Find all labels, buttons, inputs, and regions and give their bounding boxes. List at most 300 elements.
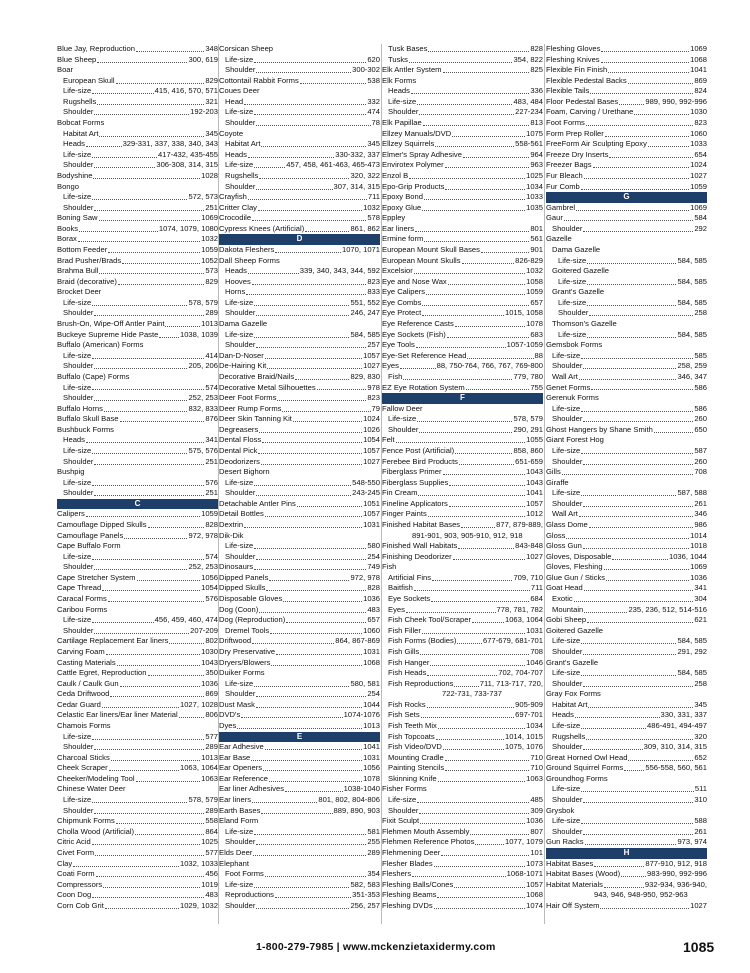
entry-pages: 829 [205, 276, 218, 286]
entry-term: Gray Fox Forms [546, 689, 601, 699]
dot-leader [589, 520, 694, 528]
dot-leader [467, 351, 533, 359]
entry-term: Citric Acid [57, 837, 91, 847]
index-subentry [219, 107, 380, 118]
entry-pages: 654 [694, 149, 707, 159]
entry-pages: 1029, 1032 [179, 900, 218, 910]
dot-leader [420, 647, 529, 655]
dot-leader [252, 636, 334, 644]
index-entry [219, 668, 380, 679]
entry-pages: 657 [367, 615, 380, 625]
entry-term: Deer Rump Forms [219, 403, 282, 413]
entry-term: FreeForm Air Sculpting Epoxy [546, 139, 647, 149]
index-subentry [546, 277, 707, 288]
index-entry [57, 234, 218, 245]
entry-term: Camouflage Dipped Skulls [57, 520, 147, 530]
entry-term: Flexible Fin Finish [546, 65, 608, 75]
entry-pages: 1031 [363, 646, 380, 656]
entry-pages: 572, 573 [188, 192, 218, 202]
index-entry [382, 520, 543, 531]
index-entry [546, 520, 707, 531]
entry-term: Foot Forms [546, 118, 585, 128]
index-subentry [382, 636, 543, 647]
index-entry [219, 859, 380, 870]
dot-leader [581, 488, 676, 496]
dot-leader [135, 827, 204, 835]
entry-term: Decorative Metal Silhouettes [219, 382, 316, 392]
entry-pages: 1024 [690, 160, 707, 170]
entry-term: Grant's Gazelle [552, 287, 605, 297]
entry-term: Dog (Coon) [219, 604, 259, 614]
index-entry [57, 509, 218, 520]
dot-leader [461, 520, 495, 528]
index-subentry [546, 287, 707, 298]
entry-pages: 548-550 [352, 477, 380, 487]
index-entry [382, 404, 543, 415]
index-entry [382, 784, 543, 795]
dot-leader [256, 837, 366, 845]
index-subentry [219, 277, 380, 288]
entry-term: Elmer's Spray Adhesive [382, 149, 462, 159]
index-entry [382, 478, 543, 489]
dot-leader [426, 287, 525, 295]
entry-pages: 348 [205, 44, 218, 53]
entry-pages: 861, 862 [350, 223, 380, 233]
entry-pages: 456, 459, 460, 474 [154, 615, 218, 625]
entry-pages: 511 [694, 784, 707, 794]
entry-term: Brocket Deer [57, 287, 102, 297]
entry-term: Shoulder [63, 393, 94, 403]
dot-leader [417, 414, 512, 422]
entry-pages: 832, 833 [188, 403, 218, 413]
entry-term: Life-size [558, 329, 587, 339]
index-subentry [546, 414, 707, 425]
entry-pages: 1014, 1015 [504, 731, 543, 741]
entry-term: Life-size [552, 784, 581, 794]
dot-leader [624, 763, 644, 771]
index-entry [57, 256, 218, 267]
dot-leader [612, 552, 668, 560]
dot-leader [566, 531, 689, 539]
entry-term: Dipped Panels [219, 572, 269, 582]
dot-leader [606, 573, 689, 581]
entry-term: Heads [225, 266, 247, 276]
dot-leader [79, 224, 158, 232]
entry-pages: 1032, 1033 [179, 858, 218, 868]
entry-term: Fleshing DVDs [382, 900, 433, 910]
index-entry [57, 636, 218, 647]
section-letter-header: G [546, 192, 707, 203]
index-subentry [219, 65, 380, 76]
dot-leader [586, 732, 693, 740]
index-entry [382, 330, 543, 341]
dot-leader [116, 816, 205, 824]
entry-term: Chamois Forms [57, 721, 111, 730]
dot-leader [443, 742, 504, 750]
entry-pages: 486-491, 494-497 [647, 721, 707, 730]
entry-pages: 260 [694, 456, 707, 466]
entry-pages: 574 [205, 382, 218, 392]
entry-pages: 414 [205, 350, 218, 360]
entry-term: Life-size [225, 678, 254, 688]
dot-leader [94, 107, 189, 115]
entry-pages: 710 [530, 752, 543, 762]
index-entry [219, 795, 380, 806]
index-entry [57, 594, 218, 605]
entry-term: Dog (Reproduction) [219, 615, 286, 625]
dot-leader [409, 171, 525, 179]
entry-pages: 801, 802, 804-806 [318, 795, 380, 805]
entry-pages: 577 [205, 731, 218, 741]
index-entry [57, 55, 218, 66]
dot-leader [110, 689, 204, 697]
index-entry [57, 541, 218, 552]
index-entry [546, 234, 707, 245]
entry-term: Disposable Gloves [219, 594, 283, 604]
entry-pages: 580 [367, 541, 380, 551]
entry-term: Heads [63, 139, 85, 149]
entry-term: Cheek Scraper [57, 763, 108, 773]
entry-term: Finished Habitat Bases [382, 520, 461, 530]
entry-pages: 578, 579 [188, 795, 218, 805]
entry-term: Mountain [552, 604, 584, 614]
entry-pages: 584 [694, 213, 707, 223]
index-entry [382, 552, 543, 563]
dot-leader [434, 901, 525, 909]
entry-term: Ear liners [219, 795, 252, 805]
entry-term: Ear Reference [219, 773, 268, 783]
index-entry [57, 404, 218, 415]
index-entry [219, 658, 380, 669]
dot-leader [92, 446, 187, 454]
index-entry [546, 129, 707, 140]
entry-pages: 587 [694, 445, 707, 455]
entry-term: Shoulder [225, 837, 256, 847]
index-entry [57, 890, 218, 901]
entry-term: Elk Forms [382, 75, 417, 85]
dot-leader [282, 404, 370, 412]
dot-leader [583, 361, 676, 369]
index-entry [57, 668, 218, 679]
entry-term: Eye Calipers [382, 287, 426, 297]
entry-pages: 1068-1071 [506, 869, 543, 879]
entry-pages: 88 [534, 350, 543, 360]
entry-term: Life-size [63, 795, 92, 805]
index-subentry [57, 742, 218, 753]
entry-term: Dust Mask [219, 699, 255, 709]
index-entry [382, 287, 543, 298]
entry-term: Mounting Cradle [388, 752, 444, 762]
index-entry [219, 467, 380, 478]
dot-leader [435, 139, 514, 147]
entry-term: Elephant [219, 858, 249, 868]
entry-term: Fish Hanger [388, 657, 430, 667]
dot-leader [562, 467, 694, 475]
index-entry [382, 880, 543, 891]
entry-term: Shoulder [552, 795, 583, 805]
index-entry [57, 605, 218, 616]
entry-term: Dama Gazelle [552, 244, 601, 254]
entry-term: Fish Rocks [388, 699, 426, 709]
entry-pages: 307, 314, 315 [333, 181, 380, 191]
entry-pages: 246, 247 [350, 308, 380, 318]
dot-leader [254, 679, 349, 687]
entry-term: Foot Forms [225, 869, 264, 879]
dot-leader [583, 795, 693, 803]
entry-pages: 538 [367, 75, 380, 85]
index-entry [57, 44, 218, 55]
entry-term: Dall Sheep Forms [219, 255, 280, 265]
dot-leader [583, 679, 693, 687]
index-subentry [382, 626, 543, 637]
dot-leader [136, 44, 204, 52]
entry-term: Life-size [63, 297, 92, 307]
index-entry [382, 150, 543, 161]
index-entry [219, 319, 380, 330]
index-entry [546, 425, 707, 436]
dot-leader [584, 605, 627, 613]
index-subentry [382, 668, 543, 679]
dot-leader [92, 192, 187, 200]
entry-term: Fish Sets [388, 710, 420, 720]
index-subentry [382, 774, 543, 785]
entry-pages: 1058 [526, 276, 543, 286]
entry-pages: 973, 974 [677, 837, 707, 847]
entry-term: Habitat Materials [546, 879, 603, 889]
entry-pages: 1060 [690, 128, 707, 138]
entry-pages: 483, 484 [513, 96, 543, 106]
dot-leader [275, 890, 351, 898]
entry-term: Desert Bighorn [219, 467, 270, 477]
entry-pages: 306-308, 314, 315 [156, 160, 218, 170]
dot-leader [94, 393, 187, 401]
entry-term: Casting Materials [57, 657, 116, 667]
dot-leader [262, 435, 362, 443]
entry-term: Elk Papillae [382, 118, 422, 128]
index-entry [546, 383, 707, 394]
entry-pages: 1027 [690, 170, 707, 180]
dot-leader [104, 404, 188, 412]
index-entry [219, 224, 380, 235]
entry-term: Finished Wall Habitats [382, 541, 458, 551]
entry-term: Fish [382, 562, 397, 572]
entry-pages: 657 [530, 297, 543, 307]
entry-term: Ermine form [382, 234, 424, 244]
dot-leader [94, 488, 204, 496]
entry-term: Life-size [388, 96, 417, 106]
index-entry [382, 129, 543, 140]
dot-leader [581, 446, 693, 454]
index-entry [382, 139, 543, 150]
index-entry [57, 880, 218, 891]
entry-pages: 584, 585 [677, 297, 707, 307]
entry-pages: 576 [205, 477, 218, 487]
index-subentry [219, 478, 380, 489]
entry-pages: 339, 340, 343, 344, 592 [299, 266, 380, 276]
entry-term: Grant's Gazelle [546, 657, 599, 667]
entry-pages: 963 [530, 160, 543, 170]
entry-term: Cedar Guard [57, 699, 101, 709]
index-column-2 [219, 44, 380, 911]
index-entry [382, 65, 543, 76]
index-entry [546, 97, 707, 108]
entry-pages: 677-679, 681-701 [483, 636, 543, 646]
entry-term: Chinese Water Deer [57, 784, 126, 794]
entry-term: Gloves, Disposable [546, 551, 612, 561]
entry-term: Grysbok [546, 805, 575, 815]
entry-term: Books [57, 223, 79, 233]
entry-pages: 711 [530, 583, 543, 593]
entry-term: European Mount Skulls [382, 255, 461, 265]
entry-pages: 1032 [526, 266, 543, 276]
dot-leader [422, 308, 504, 316]
entry-pages: 256, 257 [350, 900, 380, 910]
dot-leader [475, 837, 504, 845]
entry-term: Fleshing Beams [382, 890, 437, 900]
dot-leader [99, 213, 201, 221]
entry-term: Shoulder [225, 340, 256, 350]
index-entry [219, 404, 380, 415]
entry-term: Finger Paints [382, 509, 427, 519]
index-entry [57, 583, 218, 594]
entry-term: Gerenuk Forms [546, 393, 599, 403]
index-subentry [382, 44, 543, 55]
dot-leader [159, 330, 179, 338]
dot-leader [600, 901, 689, 909]
dot-leader [256, 488, 351, 496]
index-entry [382, 562, 543, 573]
entry-pages: 986 [694, 520, 707, 530]
entry-term: Elk Antler System [382, 65, 442, 75]
entry-pages: 889, 890, 903 [333, 805, 380, 815]
dot-leader [94, 742, 204, 750]
dot-leader [431, 594, 529, 602]
dot-leader [300, 76, 367, 84]
section-letter-header: F [382, 393, 543, 404]
index-column-1 [57, 44, 218, 911]
dot-leader [587, 277, 676, 285]
index-entry [382, 827, 543, 838]
entry-term: Tusks [388, 54, 408, 64]
entry-term: Dental Pick [219, 445, 258, 455]
entry-pages: 1036 [201, 678, 218, 688]
dot-leader [118, 277, 204, 285]
index-entry [382, 266, 543, 277]
index-entry [219, 774, 380, 785]
index-entry [546, 435, 707, 446]
entry-pages: 905-909 [515, 699, 543, 709]
index-entry [219, 605, 380, 616]
entry-term: Buffalo (Cape) Forms [57, 371, 130, 381]
dot-leader [254, 298, 349, 306]
entry-term: Earth Bases [219, 805, 261, 815]
entry-term: Cape Thread [57, 583, 102, 593]
index-entry [382, 277, 543, 288]
index-entry [546, 44, 707, 55]
entry-pages: 1043 [526, 477, 543, 487]
index-subentry [57, 192, 218, 203]
entry-pages: 78 [371, 118, 380, 128]
index-entry [382, 192, 543, 203]
index-subentry [57, 160, 218, 171]
dot-leader [462, 256, 515, 264]
dot-leader [254, 478, 351, 486]
dot-leader [317, 383, 367, 391]
dot-leader [254, 562, 366, 570]
index-entry [546, 837, 707, 848]
index-subentry [546, 647, 707, 658]
entry-term: Fleshing Knives [546, 54, 600, 64]
dot-leader [454, 679, 478, 687]
entry-pages: 1036 [526, 816, 543, 826]
index-subentry [57, 393, 218, 404]
index-subentry [219, 160, 380, 171]
index-entry [546, 626, 707, 637]
entry-term: Life-size [552, 488, 581, 498]
entry-term: Eye Sockets [388, 594, 431, 604]
dot-leader [94, 361, 187, 369]
entry-term: Foam, Carving / Urethane [546, 107, 634, 117]
entry-pages: 1077, 1079 [504, 837, 543, 847]
entry-pages: 1031 [526, 625, 543, 635]
dot-leader [575, 710, 660, 718]
index-subentry [546, 721, 707, 732]
entry-pages: 877, 879-889, [496, 520, 543, 530]
entry-pages: 578, 579 [188, 297, 218, 307]
entry-term: Horns [225, 287, 246, 297]
entry-pages: 1069 [690, 202, 707, 212]
entry-term: Floor Pedestal Bases [546, 96, 619, 106]
dot-leader [574, 594, 694, 602]
entry-term: Life-size [552, 636, 581, 646]
entry-pages: 205, 206 [188, 361, 218, 371]
dot-leader [619, 97, 644, 105]
index-subentry [219, 541, 380, 552]
index-subentry [219, 266, 380, 277]
index-subentry [546, 827, 707, 838]
index-entry [219, 192, 380, 203]
index-subentry [219, 287, 380, 298]
entry-pages: 309, 310, 314, 315 [643, 742, 707, 752]
entry-term: Fish Gills [388, 646, 420, 656]
index-subentry [219, 118, 380, 129]
index-subentry [219, 890, 380, 901]
entry-pages: 778, 781, 782 [496, 604, 543, 614]
index-entry-continuation: 722-731, 733-737 [442, 689, 502, 699]
index-entry [219, 700, 380, 711]
dot-leader [634, 107, 689, 115]
index-entry [382, 435, 543, 446]
entry-pages: 345 [205, 128, 218, 138]
index-entry [57, 372, 218, 383]
entry-term: Fiberglass Supplies [382, 477, 449, 487]
index-subentry [57, 361, 218, 372]
dot-leader [591, 383, 693, 391]
entry-term: Shoulder [388, 424, 419, 434]
entry-pages: 584, 585 [350, 329, 380, 339]
index-entry [219, 573, 380, 584]
entry-pages: 354 [367, 869, 380, 879]
entry-term: Life-size [552, 721, 581, 730]
entry-pages: 254 [367, 551, 380, 561]
dot-leader [305, 224, 349, 232]
index-entry [219, 213, 380, 224]
index-entry [382, 901, 543, 912]
dot-leader [419, 425, 512, 433]
entry-pages: 1034 [526, 721, 543, 730]
dot-leader [628, 753, 693, 761]
dot-leader [587, 298, 676, 306]
